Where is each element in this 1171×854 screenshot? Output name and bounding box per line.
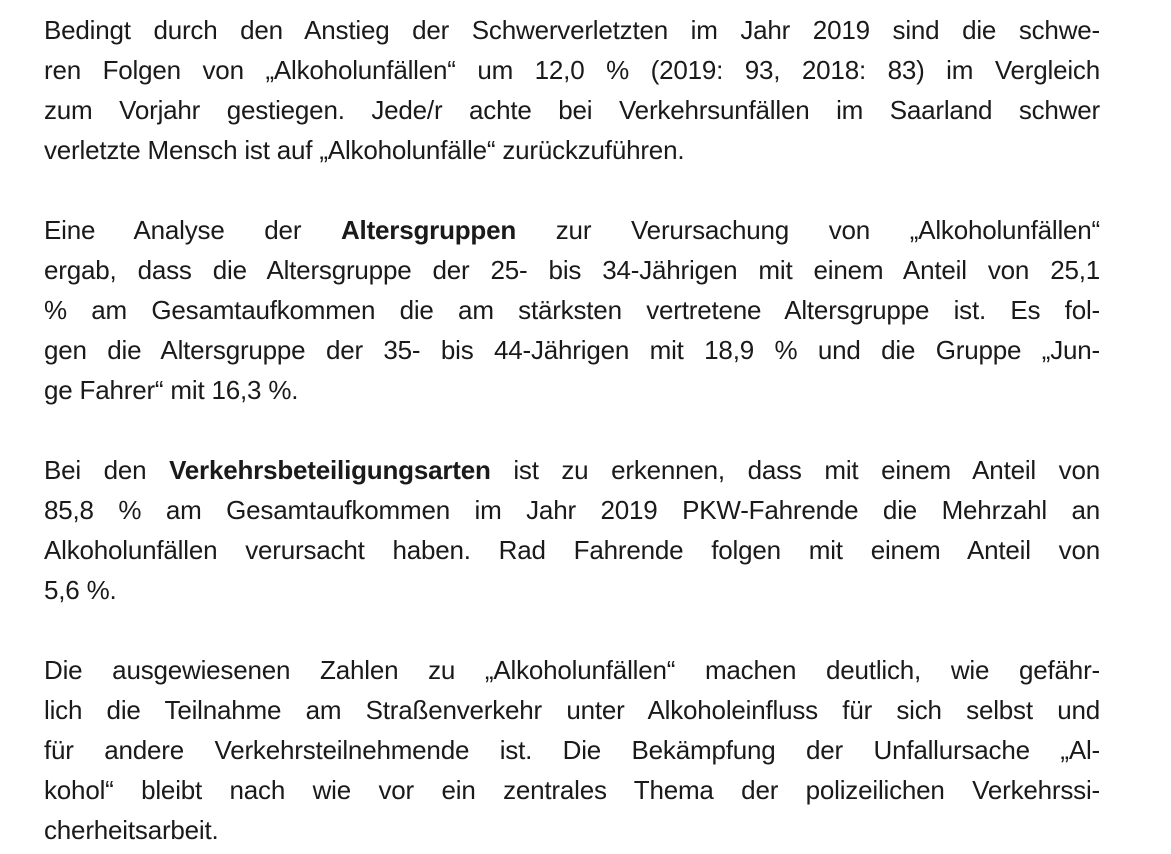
text-line: Die ausgewiesenen Zahlen zu „Alkoholunfällen“ machen deutlich, wie gefähr- (44, 655, 1100, 685)
paragraph-gap (44, 610, 1100, 650)
text-line: gen die Altersgruppe der 35- bis 44-Jährigen mit 18,9 % und die Gruppe „Jun- (44, 335, 1100, 365)
text-segment: Bei den (44, 455, 170, 485)
text-line: ren Folgen von „Alkoholunfällen“ um 12,0 % (2019: 93, 2018: 83) im Vergleich (44, 55, 1100, 85)
paragraph-age-groups (44, 210, 1100, 410)
text-line: % am Gesamtaufkommen die am stärksten vertretene Altersgruppe ist. Es fol- (44, 295, 1100, 325)
keyword-verkehrsbeteiligungsarten: Verkehrsbeteiligungsarten (169, 455, 491, 485)
text-line: kohol“ bleibt nach wie vor ein zentrales Thema der polizeilichen Verkehrssi- (44, 775, 1100, 805)
text-line (44, 210, 1100, 250)
document-page (44, 10, 1100, 850)
paragraph-conclusion (44, 650, 1100, 850)
paragraph-gap (44, 170, 1100, 210)
text-line: cherheitsarbeit. (44, 815, 219, 845)
text-line: verletzte Mensch ist auf „Alkoholunfälle“ zurückzuführen. (44, 135, 685, 165)
text-line: 5,6 %. (44, 575, 117, 605)
text-line: 85,8 % am Gesamtaufkommen im Jahr 2019 PKW-Fahrende die Mehrzahl an (44, 495, 1100, 525)
text-segment: Eine Analyse der (44, 215, 341, 245)
paragraph-serious-consequences (44, 10, 1100, 170)
text-segment: ist zu erkennen, dass mit einem Anteil von (490, 455, 1100, 485)
text-line: zum Vorjahr gestiegen. Jede/r achte bei Verkehrsunfällen im Saarland schwer (44, 95, 1100, 125)
text-line: für andere Verkehrsteilnehmende ist. Die Bekämpfung der Unfallursache „Al- (44, 735, 1100, 765)
paragraph-gap (44, 410, 1100, 450)
text-segment: zur Verursachung von „Alkoholunfällen“ (516, 215, 1100, 245)
text-line: lich die Teilnahme am Straßenverkehr unter Alkoholeinfluss für sich selbst und (44, 695, 1100, 725)
text-line: Bedingt durch den Anstieg der Schwerverletzten im Jahr 2019 sind die schwe- (44, 15, 1100, 45)
keyword-altersgruppen: Altersgruppen (340, 215, 517, 245)
text-line: ergab, dass die Altersgruppe der 25- bis 34-Jährigen mit einem Anteil von 25,1 (44, 255, 1100, 285)
text-line: Alkoholunfällen verursacht haben. Rad Fahrende folgen mit einem Anteil von (44, 535, 1100, 565)
paragraph-traffic-participation (44, 450, 1100, 610)
text-line: ge Fahrer“ mit 16,3 %. (44, 375, 299, 405)
text-line (44, 450, 1100, 490)
